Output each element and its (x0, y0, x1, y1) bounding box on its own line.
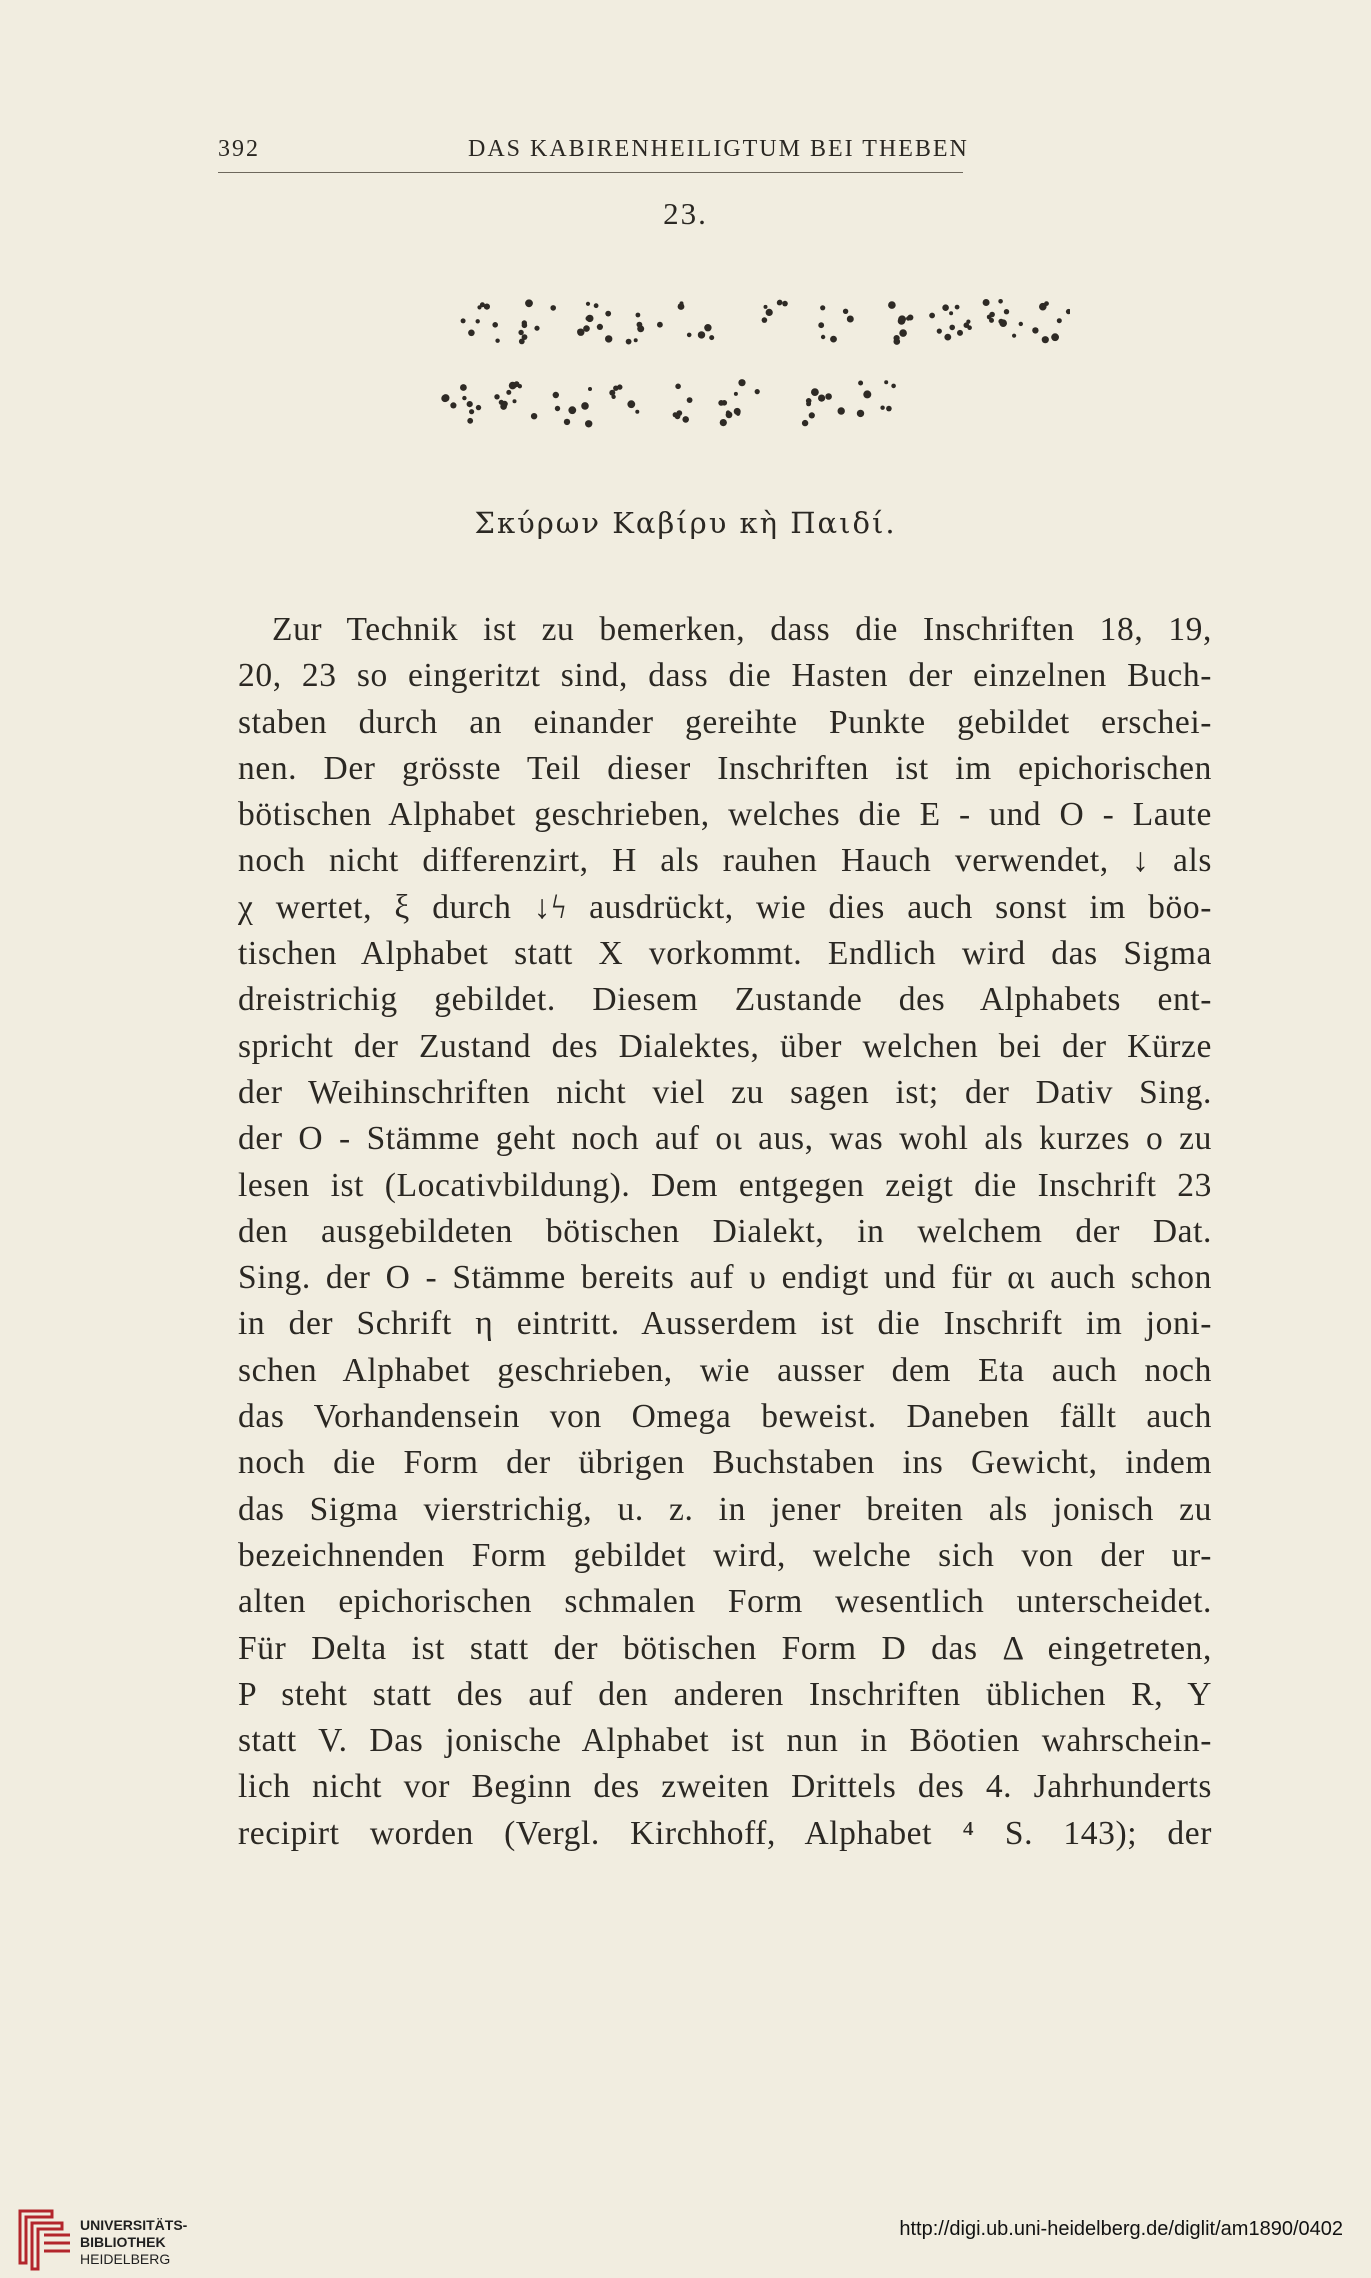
inscription-dot (687, 333, 692, 338)
inscription-dot (766, 309, 773, 316)
inscription-dot (675, 384, 681, 390)
inscription-dot (461, 318, 466, 323)
inscription-dot (605, 335, 612, 342)
text-line: lesen ist (Locativbildung). Dem entgegen zeigt die Inschrift 23 (238, 1166, 1212, 1204)
text-line: lich nicht vor Beginn des zweiten Drittels des 4. Jahrhunderts (238, 1768, 1212, 1806)
inscription-dot (957, 330, 963, 336)
inscription-dot (709, 335, 714, 340)
inscription-dot (588, 387, 592, 391)
inscription-dot (468, 330, 475, 337)
library-logo-icon (12, 2207, 76, 2273)
inscription-dot (492, 322, 498, 328)
inscription-dot (442, 394, 450, 402)
inscription-dot (894, 338, 901, 345)
inscription-dot (597, 324, 603, 330)
text-line: noch die Form der übrigen Buchstaben ins Gewicht, indem (238, 1444, 1212, 1482)
inscription-dot (450, 402, 456, 408)
text-line: schen Alphabet geschrieben, wie ausser dem Eta auch noch (238, 1351, 1212, 1389)
text-line: spricht der Zustand des Dialektes, über welchen bei der Kürze (238, 1027, 1212, 1065)
inscription-dot (762, 317, 768, 323)
inscription-dot (460, 384, 467, 391)
inscription-dot (777, 300, 782, 305)
inscription-dot (811, 388, 819, 396)
inscription-dot (806, 401, 811, 406)
inscription-dot (462, 396, 466, 400)
inscription-dot (476, 319, 480, 323)
inscription-dot (999, 319, 1007, 327)
inscription-dot (611, 395, 615, 399)
inscription-dot (818, 395, 825, 402)
text-line: bezeichnenden Form gebildet wird, welche sich von der ur- (238, 1536, 1212, 1574)
inscription-dot (1032, 327, 1038, 333)
inscription-dot (605, 311, 611, 317)
inscription-dot (585, 420, 592, 427)
inscription-dot (476, 405, 481, 410)
inscription-dot (937, 329, 942, 334)
text-line: den ausgebildeten bötischen Dialekt, in welchem der Dat. (238, 1212, 1212, 1250)
text-line: staben durch an einander gereihte Punkte gebildet erschei- (238, 703, 1212, 741)
inscription-dot (726, 410, 730, 414)
inscription-dot (886, 406, 892, 412)
dot-inscription-image (420, 270, 1070, 440)
text-line: Für Delta ist statt der bötischen Form D das Δ eingetreten, (238, 1629, 1212, 1667)
inscription-dot (636, 313, 641, 318)
inscription-dot (1066, 309, 1070, 314)
inscription-dot (467, 418, 473, 424)
inscription-dot (522, 334, 528, 340)
inscription-dot (857, 410, 864, 417)
inscription-dot (942, 304, 949, 311)
text-line: noch nicht differenzirt, H als rauhen Hauch verwendet, ↓ als (238, 842, 1212, 880)
inscription-dot (469, 409, 474, 414)
inscription-dot (830, 336, 837, 343)
inscription-dot (964, 322, 970, 328)
inscription-dot (518, 330, 523, 335)
inscription-dot (586, 302, 590, 306)
inscription-dot (825, 393, 832, 400)
inscription-dot (673, 412, 678, 417)
text-line: statt V. Das jonische Alphabet ist nun in Böotien wahrschein- (238, 1722, 1212, 1760)
inscription-dot (522, 323, 528, 329)
inscription-dot (734, 392, 738, 396)
running-head-title: DAS KABIRENHEILIGTUM BEI THEBEN (468, 136, 969, 162)
inscription-dot (704, 324, 711, 331)
inscription-dot (738, 379, 745, 386)
running-head (218, 136, 969, 176)
inscription-dot (764, 305, 768, 309)
library-name-line: BIBLIOTHEK (80, 2234, 166, 2250)
running-head-rule (218, 172, 963, 173)
source-url[interactable]: http://digi.ub.uni-heidelberg.de/diglit/am1890/0402 (899, 2218, 1343, 2240)
text-line: nen. Der grösste Teil dieser Inschriften ist im epichorischen (238, 749, 1212, 787)
text-line: alten epichorischen schmalen Form wesentlich unterscheidet. (238, 1583, 1212, 1621)
inscription-dot (564, 419, 570, 425)
inscription-dot (821, 335, 825, 339)
inscription-dot (838, 407, 845, 414)
inscription-dot (891, 384, 896, 389)
inscription-dot (550, 305, 556, 311)
text-line: der Weihinschriften nicht viel zu sagen ist; der Dativ Sing. (238, 1073, 1212, 1111)
inscription-dot (898, 315, 906, 323)
inscription-dot (755, 389, 760, 394)
text-line: tischen Alphabet statt X vorkommt. Endlich wird das Sigma (238, 935, 1212, 973)
inscription-dot (467, 401, 473, 407)
library-name-line: HEIDELBERG (80, 2251, 171, 2267)
inscription-dot (494, 394, 499, 399)
text-line: recipirt worden (Vergl. Kirchhoff, Alphabet ⁴ S. 143); der (238, 1814, 1212, 1852)
inscription-dot (637, 322, 643, 328)
inscription-dot (555, 406, 560, 411)
inscription-dot (983, 299, 990, 306)
inscription-dot (518, 384, 522, 388)
inscription-dot (1039, 303, 1047, 311)
inscription-dot (594, 303, 599, 308)
inscription-dot (809, 412, 815, 418)
inscription-number: 23. (663, 196, 708, 231)
inscription-dot (513, 399, 517, 403)
inscription-dot (949, 311, 953, 315)
inscription-dot (1004, 309, 1009, 314)
inscription-dot (635, 410, 639, 414)
inscription-dot (899, 329, 907, 337)
inscription-dot (949, 325, 955, 331)
inscription-dot (888, 301, 896, 309)
inscription-dot (843, 309, 848, 314)
inscription-dot (581, 402, 589, 410)
inscription-dot (534, 326, 539, 331)
inscription-dot (568, 406, 576, 414)
inscription-dot (802, 420, 808, 426)
text-line: Sing. der O - Stämme bereits auf υ endigt und für αι auch schon (238, 1259, 1212, 1297)
inscription-dot (1057, 318, 1062, 323)
inscription-dot (858, 381, 863, 386)
inscription-dot (734, 408, 741, 415)
inscription-dot (682, 416, 689, 423)
inscription-dot (698, 331, 705, 338)
inscription-dot (484, 304, 490, 310)
inscription-dot (1012, 334, 1016, 338)
greek-transcription: Σκύρων Καβίρυ κὴ Παιδί. (474, 506, 897, 540)
inscription-dot (626, 339, 632, 345)
inscription-dot (613, 386, 618, 391)
inscription-dot (998, 299, 1003, 304)
inscription-dot (525, 299, 533, 307)
text-line: bötischen Alphabet geschrieben, welches die E - und O - Laute (238, 796, 1212, 834)
inscription-dot (513, 384, 517, 388)
page-number: 392 (218, 136, 260, 162)
inscription-dot (1042, 336, 1049, 343)
inscription-dot (500, 403, 507, 410)
inscription-dot (531, 413, 537, 419)
text-line: 20, 23 so eingeritzt sind, dass die Hasten der einzelnen Buch- (238, 657, 1212, 695)
inscription-dot (634, 338, 638, 342)
inscription-dot (880, 406, 884, 410)
text-line: P steht statt des auf den anderen Inschriften üblichen R, Y (238, 1675, 1212, 1713)
inscription-dot (884, 380, 888, 384)
inscription-dot (955, 305, 960, 310)
inscription-dot (586, 316, 591, 321)
inscription-dot (577, 329, 584, 336)
inscription-dot (782, 301, 788, 307)
inscription-dot (718, 400, 724, 406)
inscription-dot (720, 419, 727, 426)
inscription-dot (863, 390, 871, 398)
text-line: Zur Technik ist zu bemerken, dass die Inschriften 18, 19, (272, 611, 1212, 648)
library-logo (12, 2205, 192, 2277)
inscription-dot (1051, 333, 1059, 341)
inscription-dot (929, 313, 935, 319)
text-line: das Vorhandensein von Omega beweist. Daneben fällt auch (238, 1398, 1212, 1436)
body-text (238, 607, 1212, 1857)
inscription-dot (506, 390, 511, 395)
inscription-dot (657, 322, 663, 328)
text-line: in der Schrift η eintritt. Ausserdem ist die Inschrift im joni- (238, 1305, 1212, 1343)
inscription-dot (818, 322, 824, 328)
library-name-line: UNIVERSITÄTS- (80, 2217, 188, 2233)
inscription-dot (987, 315, 992, 320)
inscription-dot (820, 305, 825, 310)
inscription-dot (847, 316, 854, 323)
inscription-dot (906, 316, 910, 320)
inscription-dot (1019, 322, 1023, 326)
inscription-dot (477, 305, 481, 309)
text-line: der O - Stämme geht noch auf οι aus, was wohl als kurzes ο zu (238, 1120, 1212, 1158)
inscription-dot (680, 301, 684, 305)
inscription-dot (627, 400, 635, 408)
text-line: χ wertet, ξ durch ↓ϟ ausdrückt, wie dies auch sonst im böo- (238, 888, 1212, 926)
text-line: dreistrichig gebildet. Diesem Zustande des Alphabets ent- (238, 981, 1212, 1019)
inscription-dot (944, 334, 951, 341)
text-line: das Sigma vierstrichig, u. z. in jener breiten als jonisch zu (238, 1490, 1212, 1528)
inscription-dot (495, 339, 499, 343)
inscription-dot (687, 397, 693, 403)
inscription-dot (553, 392, 559, 398)
